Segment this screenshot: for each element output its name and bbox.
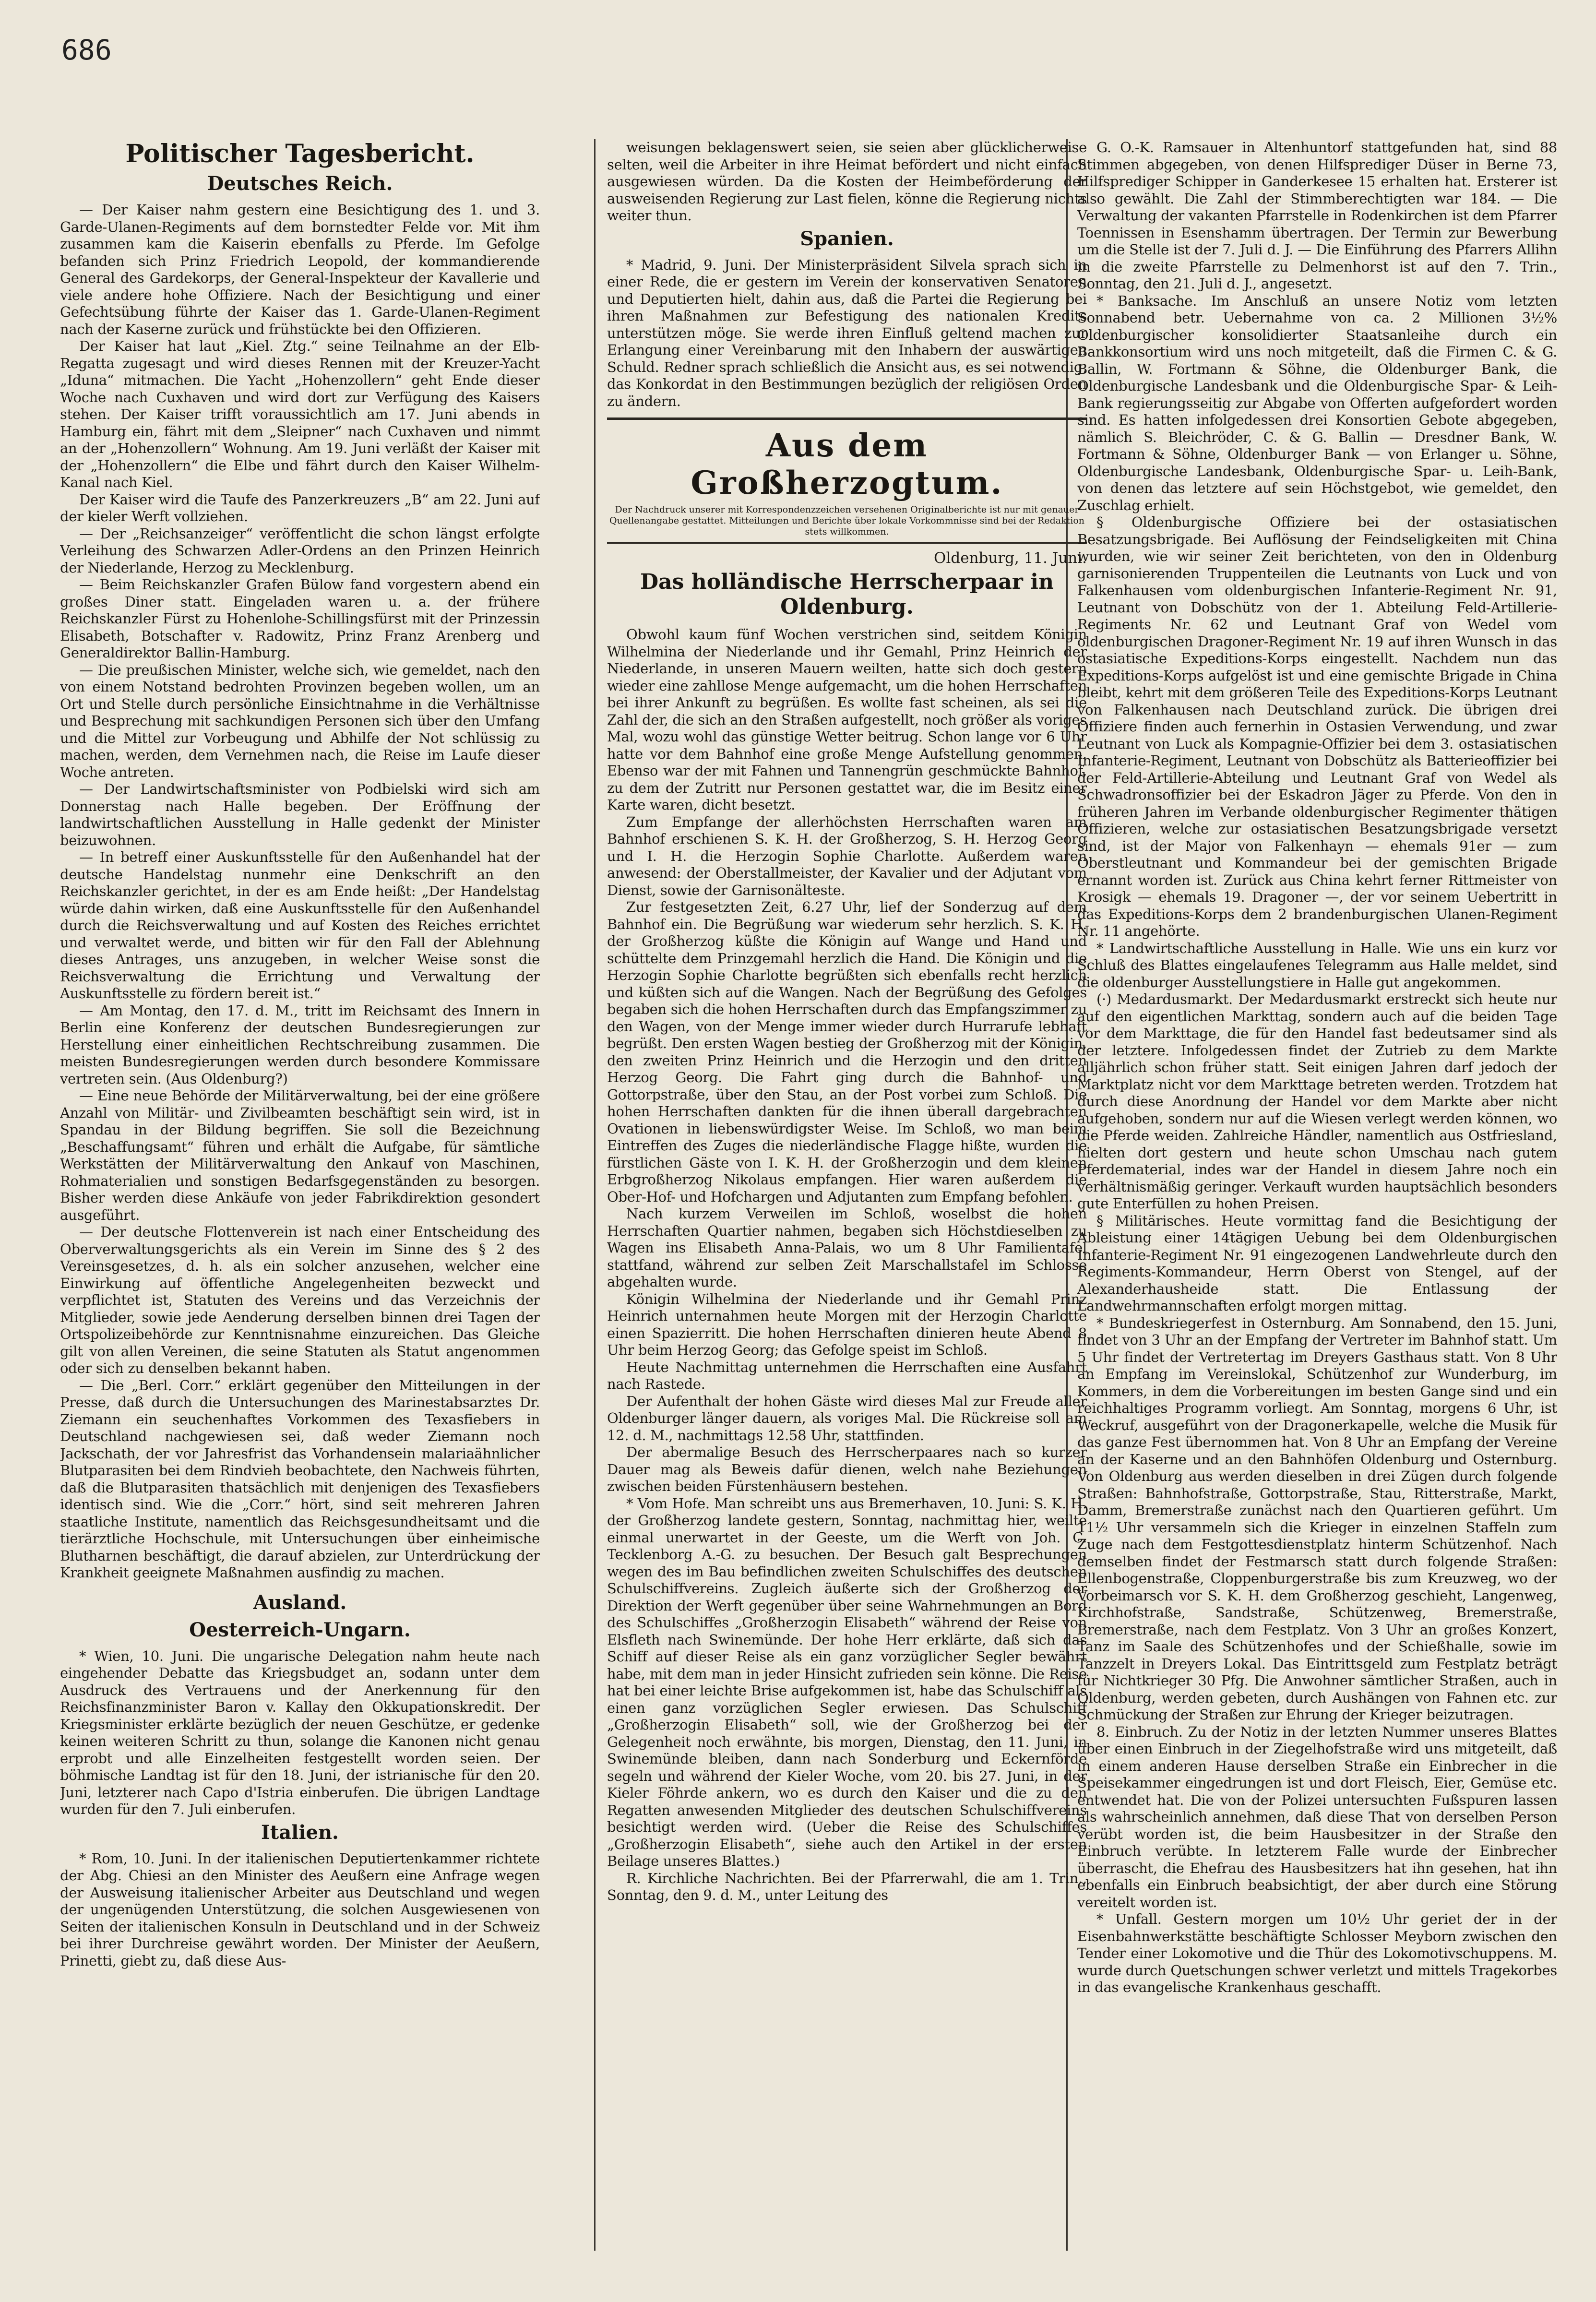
news-paragraph: * Madrid, 9. Juni. Der Ministerpräsident Silvela sprach sich in einer Rede, die er gestern im Verein der konservativen Senatoren und Deputierten hielt, dahin aus, daß die Partei die Regierung bei ihren Maßnahmen zur Befestigung des nationalen Kredits unterstützen möge. Sie werde ihren Einfluß geltend machen zur Erlangung einer Vereinbarung mit den Inhabern der auswärtigen Schuld. Redner sprach schließlich die Ansicht aus, es sei notwendig, das Konkordat in den Bestimmungen bezüglich der religiösen Orden zu ändern. (607, 256, 1087, 409)
news-paragraph: — Der deutsche Flottenverein ist nach einer Entscheidung des Oberverwaltungsgerichts als ein Verein im Sinne des § 2 des Vereinsgesetzes, d. h. als ein solcher anzusehen, welcher eine Einwirkung auf öffentliche Angelegenheiten bezweckt und verpflichtet ist, Statuten des Vereins und das Verzeichnis der Mitglieder, sowie jede Aenderung derselben binnen drei Tagen der Ortspolizeibehörde zur Kenntnisnahme einzureichen. Das Gleiche gilt von allen Vereinen, die seine Statuten als Statut angenommen oder sich zu denselben bekannt haben. (60, 1224, 540, 1376)
section-banner (607, 417, 1087, 544)
news-paragraph: * Vom Hofe. Man schreibt uns aus Bremerhaven, 10. Juni: S. K. H. der Großherzog landete gestern, Sonntag, nachmittag hier, weilte einmal unerwartet in der Geeste, um die Werft von Joh. C. Tecklenborg A.-G. zu besuchen. Der Besuch galt Besprechungen wegen des im Bau befindlichen zweiten Schulschiffes des deutschen Schulschiffvereins. Zugleich äußerte sich der Großherzog der Direktion der Werft gegenüber über seine Wahrnehmungen an Bord des Schulschiffes „Großherzogin Elisabeth“ während der Reise von Elsfleth nach Swinemünde. Der hohe Herr erklärte, daß sich das Schiff auf dieser Reise als ein ganz vorzüglicher Segler bewährt habe, mit dem man in jeder Hinsicht zufrieden sein könne. Die Reise hat bei einer leichte Brise aufgekommen ist, habe das Schulschiff als einen ganz vorzüglichen Segler erwiesen. Das Schulschiff „Großherzogin Elisabeth“ soll, wie der Großherzog bei der Gelegenheit noch erwähnte, bis morgen, Dienstag, den 11. Juni, in Swinemünde bleiben, dann nach Sonderburg und Eckernförde segeln und während der Kieler Woche, vom 20. bis 27. Juni, in der Kieler Föhrde ankern, wo es durch den Kaiser und die zu den Regatten anwesenden Mitglieder des deutschen Schulschiffvereins besichtigt werden wird. (Ueber die Reise des Schulschiffes „Großherzogin Elisabeth“, siehe auch den Artikel in der ersten Beilage unseres Blattes.) (607, 1495, 1087, 1869)
column-rule (594, 139, 596, 2251)
article-list (607, 626, 1087, 1904)
section-heading: Politischer Tagesbericht. (125, 139, 475, 168)
news-paragraph: (·) Medardusmarkt. Der Medardusmarkt erstreckt sich heute nur auf den eigentlichen Markttag, sondern auch auf die beiden Tage vor dem Markttage, die für den Handel fast bedeutsamer sind als der letztere. Infolgedessen findet der Zutrieb zu dem Markte alljährlich schon früher statt. Seit einigen Jahren darf jedoch der Marktplatz nicht vor dem Markttage betreten werden. Trotzdem hat durch diese Anordnung der Handel vor dem Markte aber nicht aufgehoben, sondern nur auf die Wiesen verlegt werden können, wo die Pferde weiden. Zahlreiche Händler, namentlich aus Ostfriesland, hielten dort gestern und heute schon Umschau nach gutem Pferdematerial, indes war der Handel in diesem Jahre noch ein verhältnismäßig geringer. Verkauft wurden hauptsächlich besonders gute Enterfüllen zu hohen Preisen. (1077, 991, 1557, 1212)
subsection-heading: Deutsches Reich. (207, 172, 393, 195)
news-paragraph: — Der „Reichsanzeiger“ veröffentlicht die schon längst erfolgte Verleihung des Schwarzen Adler-Ordens an den Prinzen Heinrich der Niederlande, Herzog zu Mecklenburg. (60, 525, 540, 576)
news-paragraph: Obwohl kaum fünf Wochen verstrichen sind, seitdem Königin Wilhelmina der Niederlande und ihr Gemahl, Prinz Heinrich der Niederlande, in unseren Mauern weilten, hatte sich doch gestern wieder eine zahllose Menge aufgemacht, um die hohen Herrschaften bei ihrer Ankunft zu begrüßen. Es wollte fast scheinen, als sei die Zahl der, die sich an den Straßen aufgestellt, noch größer als voriges Mal, wozu wohl das günstige Wetter beitrug. Schon lange vor 6 Uhr hatte vor dem Bahnhof eine große Menge Aufstellung genommen. Ebenso war der mit Fahnen und Tannengrün geschmückte Bahnhof, zu dem der Zutritt nur Personen gestattet war, die im Besitz einer Karte waren, dicht besetzt. (607, 626, 1087, 813)
section-title: Aus dem Großherzogtum. (691, 427, 1003, 501)
page-number: 686 (61, 34, 112, 66)
reprint-note: Der Nachdruck unserer mit Korrespondenzzeichen versehenen Originalberichte ist nur mit genauer Quellenangabe gestattet. Mitteilungen und Berichte über lokale Vorkommnisse sind bei der Redaktion stets willkommen. (609, 504, 1085, 537)
news-paragraph: Königin Wilhelmina der Niederlande und ihr Gemahl Prinz Heinrich unternahmen heute Morgen mit der Herzogin Charlotte einen Spazierritt. Die hohen Herrschaften dinieren heute Abend 8 Uhr beim Herzog Georg; das Gefolge speist im Schloß. (607, 1290, 1087, 1358)
column-1 (60, 139, 540, 2270)
news-paragraph: § Oldenburgische Offiziere bei der ostasiatischen Besatzungsbrigade. Bei Auflösung der Feindseligkeiten mit China wurden, wie wir seiner Zeit berichteten, von den in Oldenburg garnisonierenden Truppenteilen die Leutnants von Luck und von Falkenhausen vom oldenburgischen Infanterie-Regiment Nr. 91, Leutnant von Dobschütz von der 1. Abteilung Feld-Artillerie-Regiments Nr. 62 und Leutnant Graf von Wedel vom oldenburgischen Dragoner-Regiment Nr. 19 auf ihren Wunsch in das ostasiatische Expeditions-Korps eingestellt. Nachdem nun das Expeditions-Korps aufgelöst ist und eine gemischte Brigade in China bleibt, kehrt mit dem größeren Teile des Expeditions-Korps Leutnant von Falkenhausen nach Deutschland zurück. Die übrigen drei Offiziere finden auch fernerhin in Ostasien Verwendung, und zwar Leutnant von Luck als Kompagnie-Offizier bei dem 3. ostasiatischen Infanterie-Regiment, Leutnant von Dobschütz als Batterieoffizier bei der Feld-Artillerie-Abteilung und Leutnant Graf von Wedel als Schwadronsoffizier bei der Eskadron Jäger zu Pferde. Von den in früheren Jahren im Verbande oldenburgischer Regimenter thätigen Offizieren, welche zur ostasiatischen Besatzungsbrigade versetzt sind, ist der Major von Falkenhayn — ehemals 91er — zum Oberstleutnant und Kommandeur bei der gemischten Brigade ernannt worden ist. Zurück aus China kehrt ferner Rittmeister von Krosigk — ehemals 19. Dragoner —, der vor seinem Uebertritt in das Expeditions-Korps dem 2 brandenburgischen Ulanen-Regiment Nr. 11 angehörte. (1077, 514, 1557, 939)
dateline: Oldenburg, 11. Juni. (934, 549, 1087, 567)
article-list (60, 202, 540, 1582)
news-paragraph: — Eine neue Behörde der Militärverwaltung, bei der eine größere Anzahl von Militär- und Zivilbeamten beschäftigt sein wird, ist in Spandau in der Bildung begriffen. Sie soll die Bezeichnung „Beschaffungsamt“ führen und erhält die Aufgabe, für sämtliche Werkstätten der Militärverwaltung den Ankauf von Maschinen, Rohmaterialien und sonstigen Bedarfsgegenständen zu besorgen. Bisher werden diese Ankäufe von jeder Fabrikdirektion gesondert ausgeführt. (60, 1087, 540, 1223)
article-list (607, 139, 1087, 225)
news-paragraph: — Am Montag, den 17. d. M., tritt im Reichsamt des Innern in Berlin eine Konferenz der deutschen Bundesregierungen zur Herstellung einer einheitlichen Rechtschreibung zusammen. Die meisten Bundesregierungen werden durch besondere Kommissare vertreten sein. (Aus Oldenburg?) (60, 1002, 540, 1087)
section-heading: Ausland. (253, 1591, 347, 1614)
article-list (60, 1648, 540, 1818)
article-list (607, 257, 1087, 410)
subsection-heading: Oesterreich-Ungarn. (189, 1618, 411, 1641)
news-paragraph: — Der Kaiser nahm gestern eine Besichtigung des 1. und 3. Garde-Ulanen-Regiments auf dem bornstedter Felde vor. Mit ihm zusammen kam die Kaiserin ebenfalls zu Pferde. Im Gefolge befanden sich Prinz Friedrich Leopold, der kommandierende General des Gardekorps, der General-Inspekteur der Kavallerie und viele andere hohe Offiziere. Nach der Besichtigung und einer Gefechtsübung führte der Kaiser das 1. Garde-Ulanen-Regiment nach der Kaserne zurück und frühstückte bei den Offizieren. (60, 202, 540, 337)
news-paragraph: — Die „Berl. Corr.“ erklärt gegenüber den Mitteilungen in der Presse, daß durch die Untersuchungen des Marinestabsarztes Dr. Ziemann ein seuchenhaftes Vorkommen des Texasfiebers in Deutschland nachgewiesen sei, daß weder Ziemann noch Jackschath, der vor Jahresfrist das Vorhandensein malariaähnlicher Blutparasiten bei dem Rindvieh beobachtete, den Nachweis führten, daß die Blutparasiten thatsächlich mit denjenigen des Texasfiebers identisch sind. Wie die „Corr.“ hört, sind seit mehreren Jahren staatliche Institute, namentlich das Reichsgesundheitsamt und die tierärztliche Hochschule, mit Untersuchungen über einheimische Blutharnen beschäftigt, die darauf abzielen, zur Unterdrückung der Krankheit geeignete Maßnahmen ausfindig zu machen. (60, 1377, 540, 1581)
article-list (1077, 139, 1557, 1996)
news-paragraph: — Der Landwirtschaftsminister von Podbielski wird sich am Donnerstag nach Halle begeben. Der Eröffnung der landwirtschaftlichen Ausstellung in Halle gedenkt der Minister beizuwohnen. (60, 781, 540, 848)
news-paragraph: Der Kaiser hat laut „Kiel. Ztg.“ seine Teilnahme an der Elb-Regatta zugesagt und wird dieses Rennen mit der Kreuzer-Yacht „Iduna“ mitmachen. Die Yacht „Hohenzollern“ geht Ende dieser Woche nach Cuxhaven und wird dort zur Verfügung des Kaisers stehen. Der Kaiser trifft voraussichtlich am 17. Juni abends in Hamburg ein, fährt mit dem „Sleipner“ nach Cuxhaven und nimmt an der „Hohenzollern“ Wohnung. Am 19. Juni verläßt der Kaiser mit der „Hohenzollern“ die Elbe und fährt durch den Kaiser Wilhelm-Kanal nach Kiel. (60, 338, 540, 490)
news-paragraph: Zum Empfange der allerhöchsten Herrschaften waren am Bahnhof erschienen S. K. H. der Großherzog, S. H. Herzog Georg und I. H. die Herzogin Sophie Charlotte. Außerdem waren anwesend: der Oberstallmeister, der Kavalier und der Adjutant vom Dienst, sowie der Garnisonälteste. (607, 813, 1087, 898)
news-paragraph: G. O.-K. Ramsauer in Altenhuntorf stattgefunden hat, sind 88 Stimmen abgegeben, von denen Hilfsprediger Düser in Berne 73, Hilfsprediger Schipper in Ganderkesee 15 erhalten hat. Ersterer ist also gewählt. Die Zahl der Stimmberechtigten war 184. — Die Verwaltung der vakanten Pfarrstelle in Rodenkirchen ist dem Pfarrer Toennissen in Esenshamm übertragen. Der Termin zur Bewerbung um die Stelle ist der 7. Juli d. J. — Die Einführung des Pfarrers Allihn in die zweite Pfarrstelle zu Delmenhorst ist auf den 7. Trin., Sonntag, den 21. Juli d. J., angesetzt. (1077, 139, 1557, 292)
column-3 (1077, 139, 1557, 2270)
news-paragraph: * Landwirtschaftliche Ausstellung in Halle. Wie uns ein kurz vor Schluß des Blattes eingelaufenes Telegramm aus Halle meldet, sind die oldenburger Ausstellungstiere in Halle gut angekommen. (1077, 940, 1557, 990)
news-paragraph: * Rom, 10. Juni. In der italienischen Deputiertenkammer richtete der Abg. Chiesi an den Minister des Aeußern eine Anfrage wegen der Ausweisung italienischer Arbeiter aus Deutschland und wegen der ungenügenden Unterstützung, die solchen Ausgewiesenen von Seiten der italienischen Konsuln in Deutschland und in der Schweiz bei ihrer Durchreise gewährt worden. Der Minister der Aeußern, Prinetti, giebt zu, daß diese Aus- (60, 1850, 540, 1969)
news-paragraph: * Banksache. Im Anschluß an unsere Notiz vom letzten Sonnabend betr. Uebernahme von ca. 2 Millionen 3½% Oldenburgischer konsolidierter Staatsanleihe durch ein Bankkonsortium wird uns noch mitgeteilt, daß die Firmen C. & G. Ballin, W. Fortmann & Söhne, die Oldenburger Bank, die Oldenburgische Landesbank und die Oldenburgische Spar- & Leih-Bank regierungsseitig zur Abgabe von Offerten aufgefordert worden sind. Es hatten infolgedessen drei Konsortien Gebote abgegeben, nämlich S. Bleichröder, C. & G. Ballin — Dresdner Bank, W. Fortmann & Söhne, Oldenburger Bank — von Erlanger u. Söhne, Oldenburgische Landesbank, Oldenburgische Spar- u. Leih-Bank, von denen das letztere auf sein Höchstgebot, wie gemeldet, den Zuschlag erhielt. (1077, 292, 1557, 513)
subsection-heading: Italien. (261, 1821, 339, 1844)
news-paragraph: Heute Nachmittag unternehmen die Herrschaften eine Ausfahrt nach Rastede. (607, 1359, 1087, 1392)
article-title: Das holländische Herrscherpaar in Oldenburg. (640, 570, 1054, 619)
news-paragraph: Der Kaiser wird die Taufe des Panzerkreuzers „B“ am 22. Juni auf der kieler Werft vollziehen. (60, 491, 540, 525)
news-paragraph: * Wien, 10. Juni. Die ungarische Delegation nahm heute nach eingehender Debatte das Kriegsbudget an, sodann unter dem Ausdruck des Vertrauens und der Anerkennung für den Reichsfinanzminister Baron v. Kallay den Okkupationskredit. Der Kriegsminister erklärte bezüglich der neuen Geschütze, er gedenke keinen weiteren Schritt zu thun, solange die Kanonen nicht genau erprobt und alle Einzelheiten festgestellt worden seien. Der böhmische Landtag ist für den 18. Juni, der istrianische für den 20. Juni, letzterer nach Capo d'Istria einberufen. Die übrigen Landtage wurden für den 7. Juli einberufen. (60, 1647, 540, 1817)
news-paragraph: Der abermalige Besuch des Herrscherpaares nach so kurzer Dauer mag als Beweis dafür dienen, welch nahe Beziehungen zwischen beiden Fürstenhäusern bestehen. (607, 1444, 1087, 1494)
article-list (60, 1850, 540, 1970)
news-paragraph: R. Kirchliche Nachrichten. Bei der Pfarrerwahl, die am 1. Trin., Sonntag, den 9. d. M., unter Leitung des (607, 1870, 1087, 1903)
news-paragraph: * Bundeskriegerfest in Osternburg. Am Sonnabend, den 15. Juni, findet von 3 Uhr an der Empfang der Vertreter im Bahnhof statt. Um 5 Uhr findet der Vertretertag im Dreyers Gasthaus statt. Von 8 Uhr an Empfang im Vereinslokal, Schützenhof zur Wunderburg, im Kommers, in dem die Vorbereitungen im besten Gange sind und ein reichhaltiges Programm vorliegt. Am Sonntag, morgens 6 Uhr, ist Weckruf, ausgeführt von der Dragonerkapelle, welche die Musik für das ganze Fest übernommen hat. Von 8 Uhr an Empfang der Vereine an der Kaserne und an den Bahnhöfen Oldenburg und Osternburg. Von Oldenburg aus werden dieselben in drei Zügen durch folgende Straßen: Bahnhofstraße, Gottorpstraße, Stau, Ritterstraße, Markt, Damm, Bremerstraße zunächst nach den Quartieren geführt. Um 11½ Uhr versammeln sich die Krieger in einzelnen Staffeln zum Zuge nach dem Festgottesdienstplatz hinterm Schützenhof. Nach demselben findet der Festmarsch statt durch folgende Straßen: Ellenbogenstraße, Cloppenburgerstraße bis zum Kreuzweg, wo der Vorbeimarsch vor S. K. H. dem Großherzog geschieht, Langenweg, Kirchhofstraße, Sandstraße, Schützenweg, Bremerstraße, Bremerstraße, nach dem Festplatz. Von 3 Uhr an großes Konzert, Tanz im Saale des Schützenhofes und der Schießhalle, sowie im Tanzzelt in Dreyers Lokal. Das Eintrittsgeld zum Festplatz beträgt für Nichtkrieger 30 Pfg. Die Anwohner sämtlicher Straßen, auch in Oldenburg, werden gebeten, durch Aushängen von Fahnen etc. zur Schmückung der Straßen zur Ehrung der Krieger beizutragen. (1077, 1314, 1557, 1723)
news-paragraph: Nach kurzem Verweilen im Schloß, woselbst die hohen Herrschaften Quartier nahmen, begaben sich Höchstdieselben zu Wagen ins Elisabeth Anna-Palais, wo um 8 Uhr Familientafel stattfand, während zur selben Zeit Marschallstafel im Schlosse abgehalten wurde. (607, 1205, 1087, 1290)
news-paragraph: § Militärisches. Heute vormittag fand die Besichtigung der Ableistung einer 14tägigen Uebung bei dem Oldenburgischen Infanterie-Regiment Nr. 91 eingezogenen Landwehrleute durch den Regiments-Kommandeur, Herrn Oberst von Stengel, auf der Alexanderhausheide statt. Die Entlassung der Landwehrmannschaften erfolgt morgen mittag. (1077, 1212, 1557, 1314)
news-paragraph: — Beim Reichskanzler Grafen Bülow fand vorgestern abend ein großes Diner statt. Eingeladen waren u. a. der frühere Reichskanzler Fürst zu Hohenlohe-Schillingsfürst mit der Prinzessin Elisabeth, Botschafter v. Radowitz, Prinz Franz Arenberg und Generaldirektor Ballin-Hamburg. (60, 576, 540, 661)
news-paragraph: Zur festgesetzten Zeit, 6.27 Uhr, lief der Sonderzug auf dem Bahnhof ein. Die Begrüßung war wiederum sehr herzlich. S. K. H. der Großherzog küßte die Königin auf Wange und Hand und schüttelte dem Prinzgemahl herzlich die Hand. Die Königin und die Herzogin Sophie Charlotte begrüßten sich ebenfalls recht herzlich und küßten sich auf die Wangen. Nach der Begrüßung des Gefolges begaben sich die hohen Herrschaften durch das Empfangszimmer zu den Wagen, von der Menge immer wieder durch Hurrarufe lebhaft begrüßt. Den ersten Wagen bestieg der Großherzog mit der Königin, den zweiten Prinz Heinrich und die Herzogin und den dritten Herzog Georg. Die Fahrt ging durch die Bahnhof- und Gottorpstraße, über den Stau, an der Post vorbei zum Schloß. Die hohen Herrschaften dankten für die ihnen überall dargebrachten Ovationen in liebenswürdigster Weise. Im Schloß, wo man beim Eintreffen des Zuges die niederländische Flagge hißte, wurden die fürstlichen Gäste von I. K. H. der Großherzogin und dem kleinen Erbgroßherzog Nikolaus empfangen. Hier waren außerdem die Ober-Hof- und Hofchargen und Adjutanten zum Empfang befohlen. (607, 899, 1087, 1205)
news-paragraph: — In betreff einer Auskunftsstelle für den Außenhandel hat der deutsche Handelstag nunmehr eine Denkschrift an den Reichskanzler gerichtet, in der es am Ende heißt: „Der Handelstag würde dahin wirken, daß eine Auskunftsstelle für den Außenhandel durch die Reichsverwaltung und auf Kosten des Reiches errichtet und verwaltet werde, und bitten wir für den Fall der Ablehnung dieses Antrages, uns anzugeben, in welcher Weise sonst die Reichsverwaltung die Errichtung und Verwaltung der Auskunftsstelle zu fördern bereit ist.“ (60, 849, 540, 1002)
news-paragraph: Der Aufenthalt der hohen Gäste wird dieses Mal zur Freude aller Oldenburger länger dauern, als voriges Mal. Die Rückreise soll am 12. d. M., nachmittags 12.58 Uhr, stattfinden. (607, 1393, 1087, 1443)
news-paragraph: — Die preußischen Minister, welche sich, wie gemeldet, nach den von einem Notstand bedrohten Provinzen begeben wollen, um an Ort und Stelle durch persönliche Einsichtnahme in die Verhältnisse und Besprechung mit sachkundigen Personen sich über den Umfang und die Mittel zur Vorbeugung und Abhilfe der Not schlüssig zu machen, werden, dem Vernehmen nach, die Reise im Laufe dieser Woche antreten. (60, 661, 540, 780)
news-paragraph: * Unfall. Gestern morgen um 10½ Uhr geriet der in der Eisenbahnwerkstätte beschäftigte Schlosser Meyborn zwischen den Tender einer Lokomotive und die Thür des Lokomotivschuppens. M. wurde durch Quetschungen schwer verletzt und mittels Tragekorbes in das evangelische Krankenhaus geschafft. (1077, 1911, 1557, 1995)
column-2 (607, 139, 1087, 2270)
subsection-heading: Spanien. (800, 227, 894, 250)
news-paragraph: 8. Einbruch. Zu der Notiz in der letzten Nummer unseres Blattes über einen Einbruch in der Ziegelhofstraße wird uns mitgeteilt, daß in einem anderen Hause derselben Straße ein Einbrecher in die Speisekammer eingedrungen ist und dort Fleisch, Eier, Gemüse etc. entwendet hat. Die von der Polizei untersuchten Fußspuren lassen als wahrscheinlich annehmen, daß diese That von derselben Person verübt worden ist, die beim Hausbesitzer in der Straße den Einbruch verübte. In letzterem Falle wurde der Einbrecher überrascht, die Ehefrau des Hausbesitzers hat ihn gesehen, hat ihn ebenfalls ein Einbruch beabsichtigt, der aber durch eine Störung vereitelt worden ist. (1077, 1723, 1557, 1910)
news-paragraph: weisungen beklagenswert seien, sie seien aber glücklicherweise selten, weil die Arbeiter in ihre Heimat befördert und nicht einfach ausgewiesen würden. Da die Kosten der Heimbeförderung der ausweisenden Regierung zur Last fielen, könne die Regierung nichts weiter thun. (607, 139, 1087, 224)
